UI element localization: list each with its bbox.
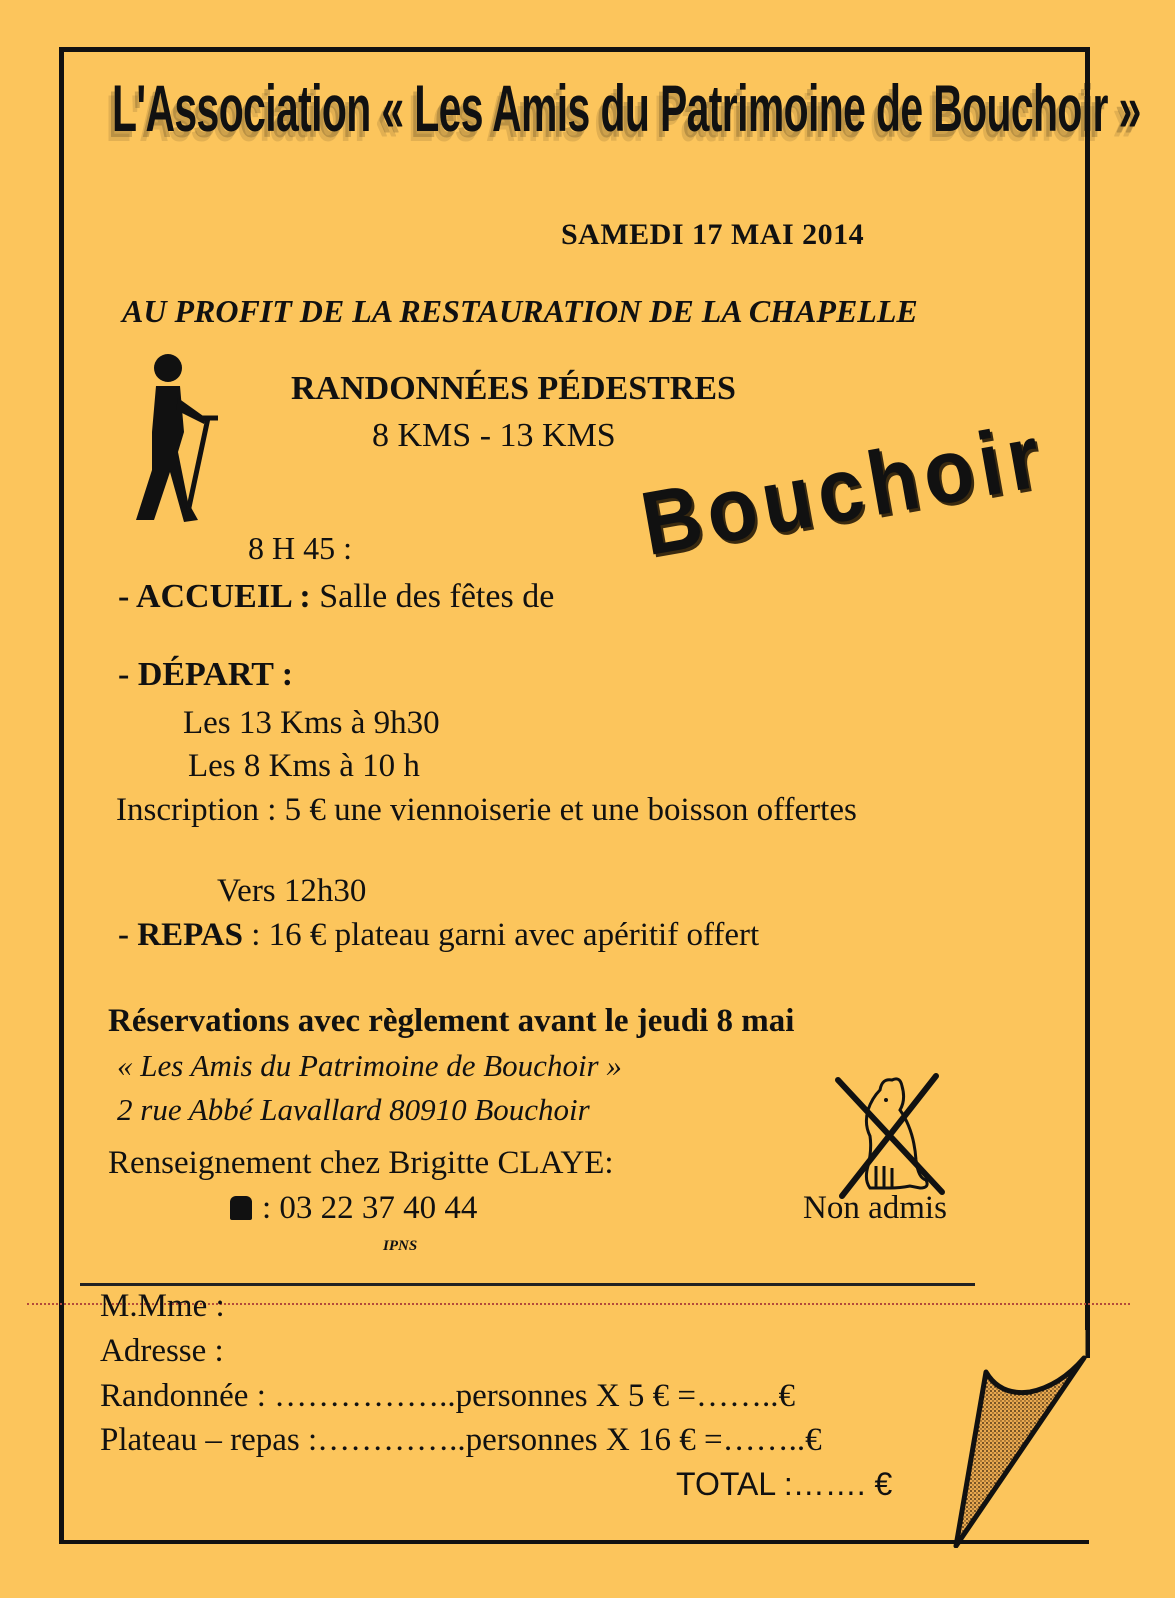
form-hike-line: Randonnée : ……………..personnes X 5 € =……..€ [100, 1378, 796, 1414]
welcome-label: - ACCUEIL : [118, 578, 311, 615]
reservation-association: « Les Amis du Patrimoine de Bouchoir » [117, 1048, 622, 1083]
registration-info: Inscription : 5 € une viennoiserie et une boisson offertes [116, 792, 857, 828]
departure-label: - DÉPART : [118, 656, 294, 693]
town-name-banner: Bouchoir [634, 405, 1054, 575]
contact-info: Renseignement chez Brigitte CLAYE: [108, 1145, 614, 1181]
welcome-time: 8 H 45 : [248, 530, 352, 566]
no-dogs-icon [830, 1070, 950, 1200]
hiker-icon [126, 352, 226, 524]
welcome-venue: Salle des fêtes de [310, 578, 555, 615]
event-purpose: AU PROFIT DE LA RESTAURATION DE LA CHAPELLE [122, 293, 918, 329]
form-meal-line: Plateau – repas :…………..personnes X 16 € =……..€ [100, 1422, 822, 1458]
ipns-mark: IPNS [383, 1238, 418, 1254]
flyer-border-right [1085, 47, 1090, 1330]
reservation-heading: Réservations avec règlement avant le jeudi 8 mai [108, 1003, 795, 1039]
hike-distances: 8 KMS - 13 KMS [372, 417, 616, 454]
form-total-line: TOTAL :……. € [676, 1466, 893, 1502]
dogs-not-allowed-label: Non admis [803, 1190, 947, 1226]
event-date: SAMEDI 17 MAI 2014 [561, 218, 865, 251]
page-curl-decoration [950, 1330, 1090, 1548]
departure-item: Les 8 Kms à 10 h [188, 748, 420, 784]
form-separator [80, 1283, 975, 1286]
form-name-field: M.Mme : [100, 1288, 225, 1324]
hike-title: RANDONNÉES PÉDESTRES [291, 370, 736, 407]
departure-item: Les 13 Kms à 9h30 [183, 705, 440, 741]
meal-details: : 16 € plateau garni avec apéritif offert [242, 917, 760, 953]
reservation-address: 2 rue Abbé Lavallard 80910 Bouchoir [117, 1092, 590, 1127]
association-title: L'Association « Les Amis du Patrimoine de Bouchoir » [112, 71, 1141, 145]
telephone-icon [230, 1196, 252, 1220]
contact-phone [230, 1190, 477, 1227]
meal-label: - REPAS [118, 917, 243, 953]
phone-number: : 03 22 37 40 44 [262, 1190, 478, 1226]
welcome-line [118, 578, 554, 616]
meal-line [118, 917, 759, 954]
form-address-field: Adresse : [100, 1333, 224, 1369]
meal-time: Vers 12h30 [217, 873, 367, 909]
